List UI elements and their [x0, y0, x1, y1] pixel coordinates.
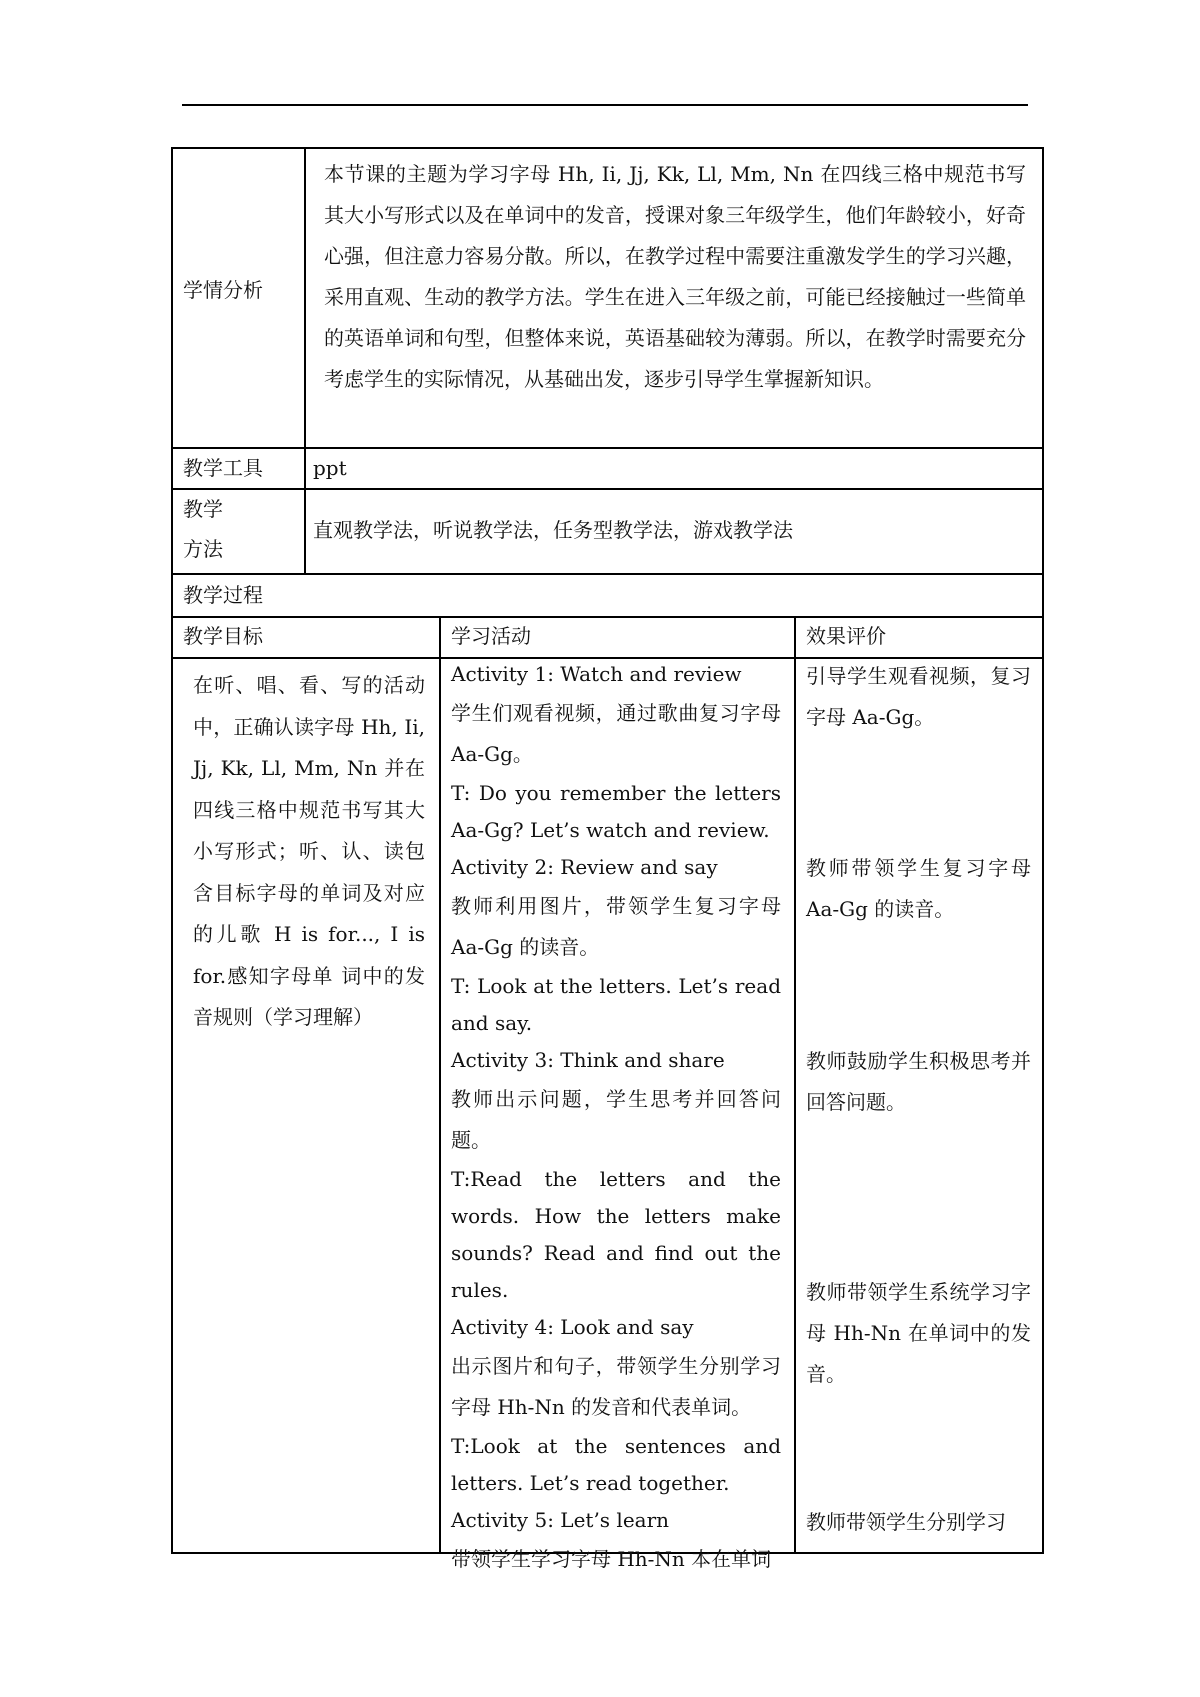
tools-value: ppt [313, 456, 347, 480]
activity-column [451, 656, 781, 1580]
activity-3-teacher-line: T:Read the letters and the words. How the letters make sounds? Read and find out the rules. [451, 1167, 781, 1302]
method-value: 直观教学法，听说教学法，任务型教学法，游戏教学法 [313, 518, 793, 542]
activity-2-desc: 教师利用图片，带领学生复习字母 Aa-Gg 的读音。 [451, 894, 781, 959]
goal-column-divider [439, 616, 441, 1553]
analysis-label: 学情分析 [183, 278, 263, 302]
row-divider [171, 488, 1044, 490]
header-rule [182, 104, 1028, 106]
process-label: 教学过程 [183, 583, 263, 607]
activity-5-title: Activity 5: Let’s learn [451, 1508, 670, 1532]
activity-5-desc: 带领学生学习字母 Hh-Nn 本在单词 [451, 1547, 772, 1571]
method-label-line1: 教学 [183, 497, 223, 521]
activity-column-header: 学习活动 [451, 624, 531, 648]
evaluation-3: 教师鼓励学生积极思考并回答问题。 [806, 1049, 1031, 1114]
row-divider [171, 573, 1044, 575]
activity-2-teacher-line: T: Look at the letters. Let’s read and say. [451, 974, 781, 1035]
label-column-divider [304, 147, 306, 573]
evaluation-column-header: 效果评价 [806, 624, 886, 648]
goal-column-header: 教学目标 [183, 624, 263, 648]
activity-1-teacher-line: T: Do you remember the letters Aa-Gg? Let’s watch and review. [451, 781, 781, 842]
table-border-left [171, 147, 173, 1554]
row-divider [171, 616, 1044, 618]
activity-1-title: Activity 1: Watch and review [451, 662, 742, 686]
goal-text: 在听、唱、看、写的活动中，正确认读字母 Hh, Ii, Jj, Kk, Ll, Mm, Nn 并在四线三格中规范书写其大小写形式；听、认、读包含目标字母的单词及对应的儿歌 H is for..., I is for.感知字母单 词中的发音规则（学习理解） [193, 673, 425, 1029]
activity-3-title: Activity 3: Think and share [451, 1048, 725, 1072]
row-divider [171, 447, 1044, 449]
activity-4-title: Activity 4: Look and say [451, 1315, 694, 1339]
evaluation-4: 教师带领学生系统学习字母 Hh-Nn 在单词中的发音。 [806, 1280, 1031, 1386]
method-label-line2: 方法 [183, 537, 223, 561]
tools-label: 教学工具 [183, 456, 263, 480]
evaluation-1: 引导学生观看视频，复习字母 Aa-Gg。 [806, 664, 1031, 729]
activity-4-desc: 出示图片和句子，带领学生分别学习字母 Hh-Nn 的发音和代表单词。 [451, 1354, 781, 1419]
activity-4-teacher-line: T:Look at the sentences and letters. Let’s read together. [451, 1434, 781, 1495]
table-border-right [1042, 147, 1044, 1554]
analysis-text: 本节课的主题为学习字母 Hh, Ii, Jj, Kk, Ll, Mm, Nn 在四线三格中规范书写其大小写形式以及在单词中的发音，授课对象三年级学生，他们年龄较小，好奇心强，但注意力容易分散。所以，在教学过程中需要注重激发学生的学习兴趣，采用直观、生动的教学方法。学生在进入三年级之前，可能已经接触过一些简单的英语单词和句型，但整体来说，英语基础较为薄弱。所以，在教学时需要充分考虑学生的实际情况，从基础出发，逐步引导学生掌握新知识。 [324, 162, 1026, 391]
table-border-top [171, 147, 1044, 149]
evaluation-2: 教师带领学生复习字母 Aa-Gg 的读音。 [806, 856, 1031, 921]
evaluation-column-divider [794, 616, 796, 1553]
activity-2-title: Activity 2: Review and say [451, 855, 718, 879]
lesson-plan-table [171, 147, 1044, 1571]
activity-1-desc: 学生们观看视频，通过歌曲复习字母 Aa-Gg。 [451, 701, 781, 766]
activity-3-desc: 教师出示问题，学生思考并回答问题。 [451, 1087, 781, 1152]
evaluation-5: 教师带领学生分别学习 [806, 1510, 1006, 1534]
